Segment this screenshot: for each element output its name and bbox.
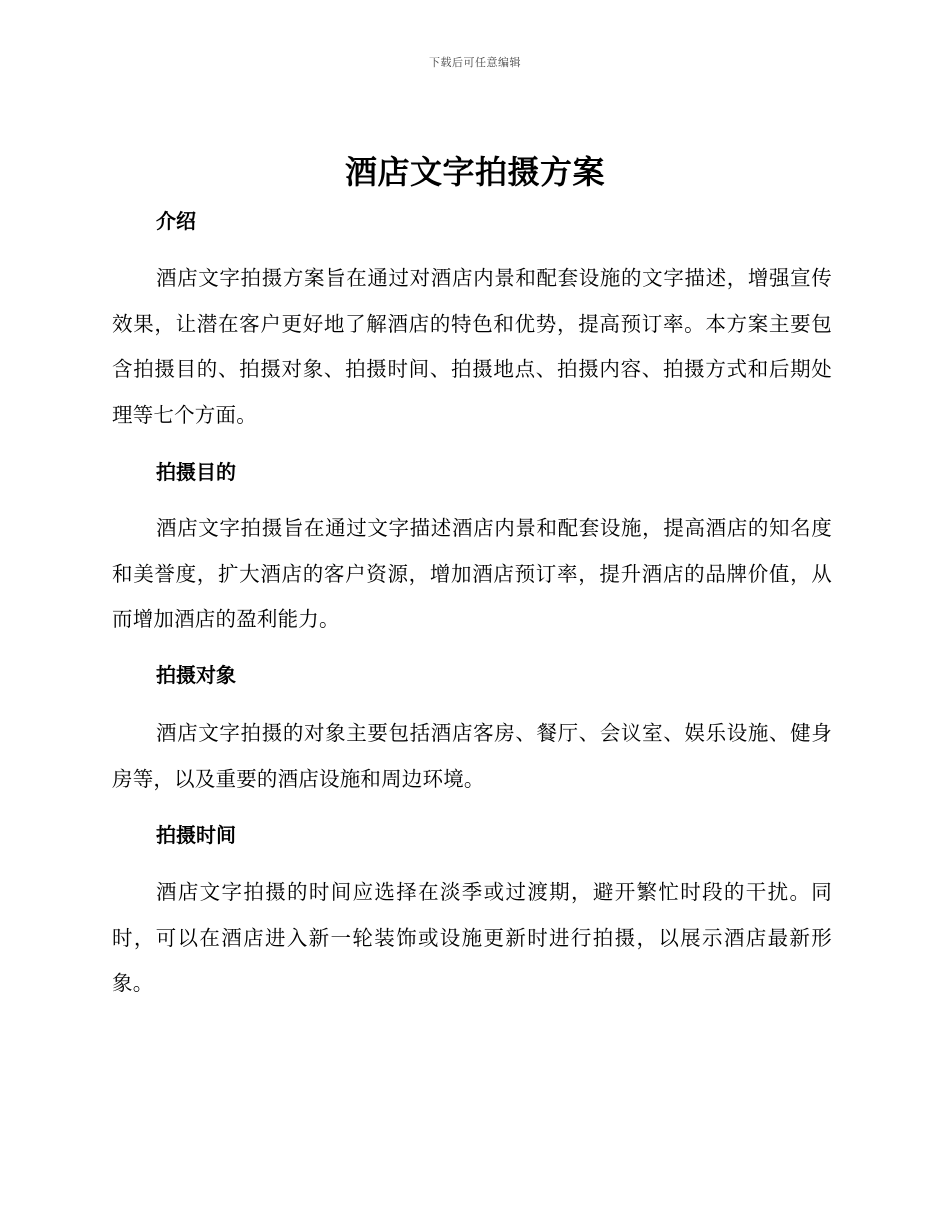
section-heading-introduction: 介绍: [156, 209, 196, 233]
section-heading-time: 拍摄时间: [156, 823, 236, 847]
document-title: 酒店文字拍摄方案: [344, 153, 605, 191]
section-body-introduction: 酒店文字拍摄方案旨在通过对酒店内景和配套设施的文字描述，增强宣传效果，让潜在客户更好地了解酒店的特色和优势，提高预订率。本方案主要包含拍摄目的、拍摄对象、拍摄时间、拍摄地点、拍摄内容、拍摄方式和后期处理等七个方面。: [112, 266, 832, 427]
section-body-time: 酒店文字拍摄的时间应选择在淡季或过渡期，避开繁忙时段的干扰。同时，可以在酒店进入新一轮装饰或设施更新时进行拍摄，以展示酒店最新形象。: [112, 880, 832, 995]
section-heading-purpose: 拍摄目的: [156, 460, 236, 484]
section-body-subjects: 酒店文字拍摄的对象主要包括酒店客房、餐厅、会议室、娱乐设施、健身房等，以及重要的酒店设施和周边环境。: [112, 721, 832, 791]
section-body-purpose: 酒店文字拍摄旨在通过文字描述酒店内景和配套设施，提高酒店的知名度和美誉度，扩大酒店的客户资源，增加酒店预订率，提升酒店的品牌价值，从而增加酒店的盈利能力。: [112, 516, 832, 631]
page-header-note: 下载后可任意编辑: [429, 56, 521, 69]
section-heading-subjects: 拍摄对象: [156, 663, 236, 687]
